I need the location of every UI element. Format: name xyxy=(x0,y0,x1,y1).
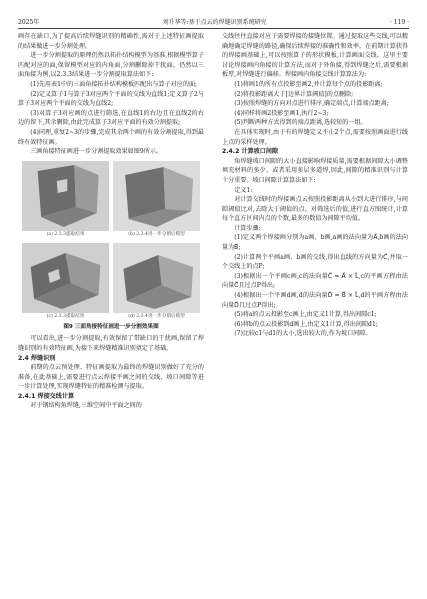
step-item: (4)根据出一个平画d画,d的法向量D⃗ = B⃗ × L⃗,d的平画方程由法向量D⃗且过点P得出; xyxy=(222,292,408,309)
step-item: (3)根据出一个平画c画,c的法向量C⃗ = A⃗ × L⃗,c的平画方程由法向量C⃗且过点P得出; xyxy=(222,272,408,290)
paragraph: 角焊缝坡口间隙的大小直接影响焊接质量,需要根据间隙大小调整填充材料的多少、或者采用多层多道焊,因此,间隙的精准识别与计算十分重要。坡口间隙计算算法如下: xyxy=(222,157,408,184)
step-item: (3)按照焊缝的方向对点进行排序,确定端点,计算端点距离; xyxy=(234,100,389,108)
paragraph: 交线往往直接对应于需要焊接的接缝位置。通过提取这些交线,可以精确地确定焊缝的路径,确保后续焊接的准确性和效率。在前期计算获得的焊接画基础上,可以按照算子的形状模板,计算画面交线。这里主要讨论焊接画内角接的计算方法,而对于外角接,得到焊缝之后,需要根据板厚,对焊缝进行偏移。焊接画内角接交线计算算法为: xyxy=(222,33,408,79)
section-heading: 2.4 焊缝识别 xyxy=(18,354,56,362)
left-column xyxy=(18,32,204,411)
figure-panel-b xyxy=(113,161,200,239)
header-title: 刘升华等:基于点云的焊缝识别系统研究 xyxy=(162,19,267,26)
step-item: (5)将a的点云投影至c画上,由定义1计算,得出间隙c1; xyxy=(234,311,377,319)
point-cloud-image xyxy=(22,161,109,231)
paragraph: 计算步骤: xyxy=(234,224,261,232)
panel-label: (a) 2.3.3提取结果 xyxy=(46,231,85,237)
paragraph: 画存在缺口,为了提高后续焊缝识别的精确性,需对于上述特征画提取的结果做进一步分割处理。 xyxy=(18,33,204,50)
paragraph: 可以看出,进一步分割提取,有效保留了带缺口的干扰画,保留了焊缝识别的有效特征画,为接下来焊缝精准识别奠定了基础。 xyxy=(18,335,204,352)
step-item: (2)将投影距离大于[边界计算阈值]的点删除; xyxy=(234,90,354,98)
step-item: (6)将b的点云投影到d画上,由定义1计算,得出间隙d1; xyxy=(234,320,378,328)
panel-label: (d) 2.3.4进一步分割后模型 xyxy=(128,313,185,319)
paragraph: 前期的点云预处理、特征画提取为最终的焊缝识别做好了充分的准备,在此基础上,需要进行点云焊接平画之间的交线、坡口间隙等进一步计算处理,实现焊缝特征的精准检测与提取。 xyxy=(18,364,204,391)
figure-caption: 图9 三面角接特征画进一步分割效果图 xyxy=(63,323,159,330)
figure-panel-c xyxy=(22,243,109,321)
step-item: (3)对算子3对应画的点进行筛选,在直线1的右边且在直线2的右边的留下,其余删除,由此完成算子3对应平面的有效分割提取; xyxy=(18,109,204,127)
point-cloud-image xyxy=(113,243,200,313)
paragraph: 在具体实现时,由于有的焊缝定义不止2个点,需要按照画面进行线上点的采样处理。 xyxy=(222,128,408,146)
panel-label: (c) 2.3.3提取结果 xyxy=(46,313,85,319)
step-item: (7)比较c1与d1的大小,选出较大的,作为坡口间隙。 xyxy=(234,330,372,338)
step-item: (4)同样将画2投影至画1,执行2~3; xyxy=(234,109,329,117)
step-item: (2)计算两个平画a画、b画的交线,得出直线的方向量为C⃗,并取一个交线上的点P; xyxy=(222,253,408,271)
step-item: (4)同理,重复2~3的步骤,完成其余两个画的有效分割提取,得到最终有效特征画。 xyxy=(18,128,204,146)
subsection-heading: 2.4.1 焊接交线计算 xyxy=(18,392,75,400)
step-item: (1)定义两个焊接画分别为a画、b画,a画的法向量为A⃗,b画的法向量为B⃗; xyxy=(222,234,408,252)
page-header xyxy=(18,12,409,29)
paragraph: 进一步分割提取的原理仍然以拓扑结构模型为基准,根据模型算子匹配对应的面,保留模型对应的内角面,分割删除掉干扰面。仍然以三面角接为例,以2.3.3结果进一步分割提取算法如下: xyxy=(18,52,204,79)
step-item: (2)定义算子1与算子3对应两个平面的交线为直线1;定义算子2与算子3对应两个平面的交线为直线2; xyxy=(18,90,204,108)
figure-9 xyxy=(22,161,200,321)
right-column xyxy=(222,32,408,339)
header-year: 2025年 xyxy=(18,19,40,26)
point-cloud-image xyxy=(113,161,200,231)
figure-panel-d xyxy=(113,243,200,321)
paragraph: 三画角接特征画进一步分割提取效果如图9所示。 xyxy=(30,148,163,156)
panel-label: (b) 2.3.4进一步分割后模型 xyxy=(128,231,185,237)
paragraph: 对计算交线时的焊接画点云按照投影距离从小到大进行排序,与间隙阈值比对,去除大于阈值的点。对筛选后的值,进行直方图统计,计算每个直方区间内点的个数,最多的数值为间隙平均值。 xyxy=(222,196,408,223)
point-cloud-image xyxy=(22,243,109,313)
paragraph: 对于钢结构角焊缝,三维空间中平面之间的 xyxy=(30,402,142,410)
subsection-heading: 2.4.2 计算坡口间隙 xyxy=(222,148,279,156)
figure-panel-a xyxy=(22,161,109,239)
step-item: (1)先用表1中的三面角接拓扑结构模板匹配出与算子对应的面; xyxy=(30,80,198,88)
step-item: (1)将画1的所有点投影至画2,并计算每个点的投影距离; xyxy=(234,80,383,88)
header-page-number: · 119 · xyxy=(389,19,409,26)
step-item: (5)判断两种方式得到的端点距离,选较短的一组。 xyxy=(234,119,367,127)
definition-label: 定义1: xyxy=(234,186,253,194)
